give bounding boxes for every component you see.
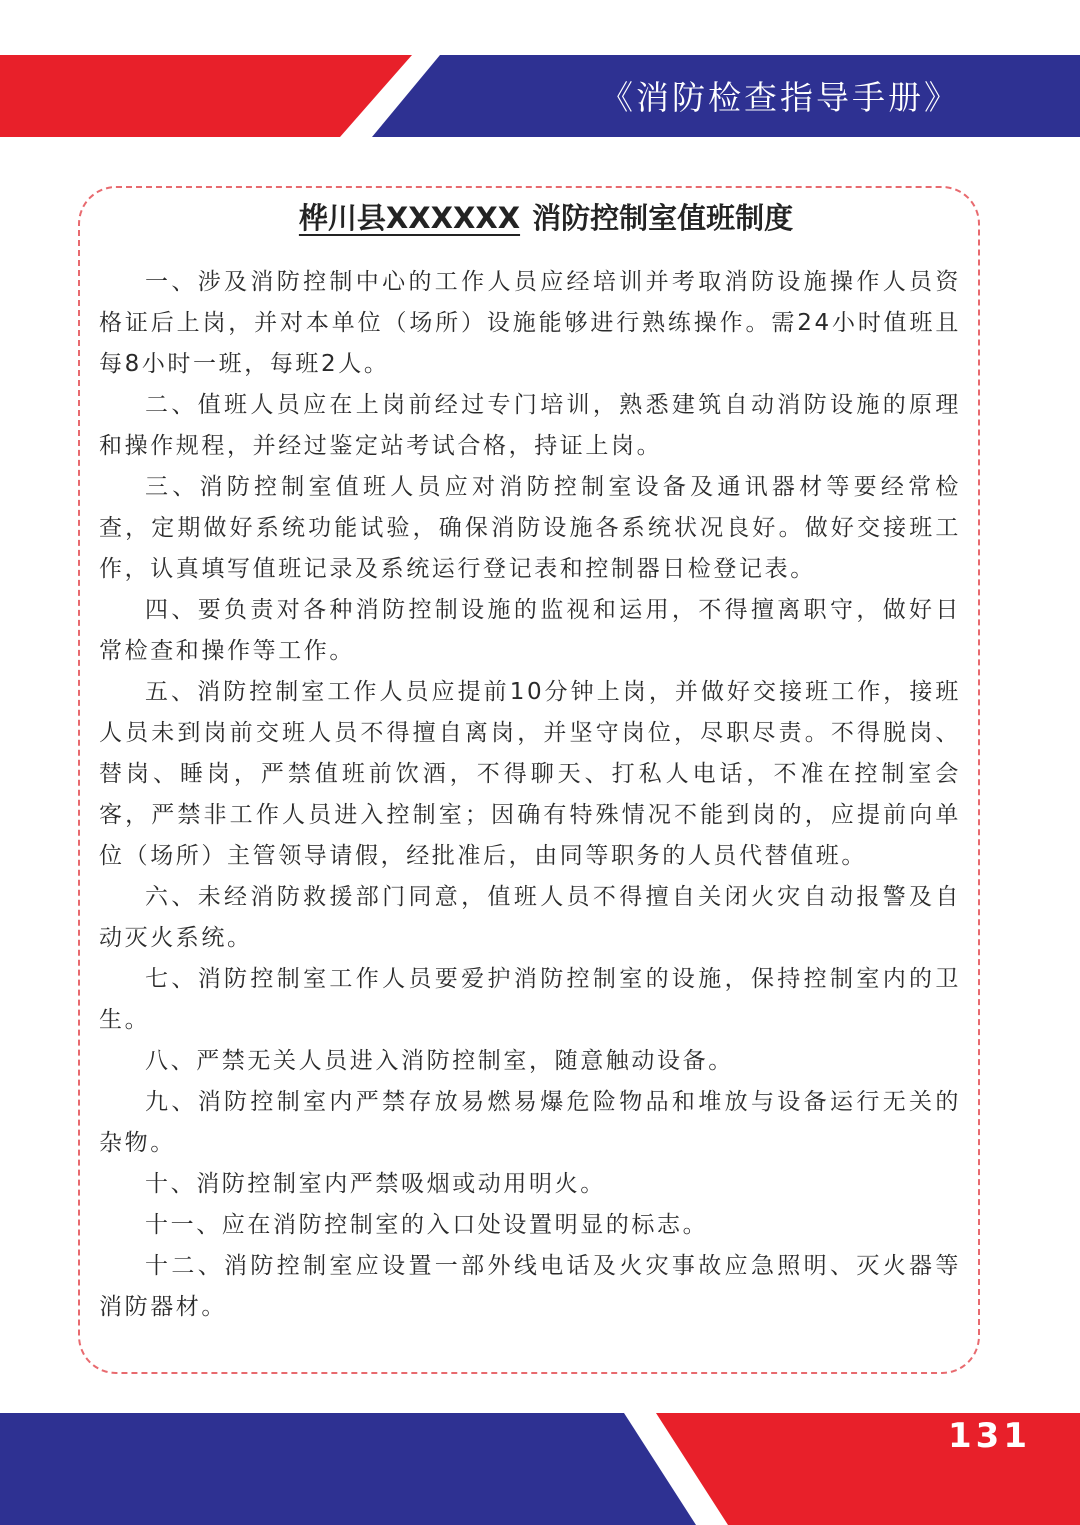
footer-banner [0, 1410, 1080, 1525]
paragraph-2: 二、值班人员应在上岗前经过专门培训，熟悉建筑自动消防设施的原理和操作规程，并经过鉴定站考试合格，持证上岗。 [99, 392, 961, 459]
paragraph-10: 十、消防控制室内严禁吸烟或动用明火。 [145, 1171, 606, 1197]
header-red-stripe [0, 55, 412, 137]
paragraph-11: 十一、应在消防控制室的入口处设置明显的标志。 [145, 1212, 709, 1238]
paragraph-5: 五、消防控制室工作人员应提前10分钟上岗，并做好交接班工作，接班人员未到岗前交班人员不得擅自离岗，并坚守岗位，尽职尽责。不得脱岗、替岗、睡岗，严禁值班前饮酒，不得聊天、打私人电话，不准在控制室会客，严禁非工作人员进入控制室；因确有特殊情况不能到岗的，应提前向单位（场所）主管领导请假，经批准后，由同等职务的人员代替值班。 [99, 679, 961, 869]
document-title [0, 196, 1080, 237]
document-body [99, 262, 961, 1328]
paragraph-6: 六、未经消防救援部门同意，值班人员不得擅自关闭火灾自动报警及自动灭火系统。 [99, 884, 961, 951]
paragraph-8: 八、严禁无关人员进入消防控制室，随意触动设备。 [145, 1048, 734, 1074]
header-title: 《消防检查指导手册》 [600, 78, 960, 117]
document-title-prefix: 桦川县XXXXXX [298, 201, 521, 235]
footer-blue-stripe [0, 1413, 696, 1525]
paragraph-12: 十二、消防控制室应设置一部外线电话及火灾事故应急照明、灭火器等消防器材。 [99, 1253, 961, 1320]
paragraph-3: 三、消防控制室值班人员应对消防控制室设备及通讯器材等要经常检查，定期做好系统功能试验，确保消防设施各系统状况良好。做好交接班工作，认真填写值班记录及系统运行登记表和控制器日检登记表。 [99, 474, 961, 582]
paragraph-4: 四、要负责对各种消防控制设施的监视和运用，不得擅离职守，做好日常检查和操作等工作。 [99, 597, 961, 664]
paragraph-9: 九、消防控制室内严禁存放易燃易爆危险物品和堆放与设备运行无关的杂物。 [99, 1089, 961, 1156]
paragraph-1: 一、涉及消防控制中心的工作人员应经培训并考取消防设施操作人员资格证后上岗，并对本单位（场所）设施能够进行熟练操作。需24小时值班且每8小时一班，每班2人。 [99, 269, 961, 377]
document-title-suffix: 消防控制室值班制度 [532, 201, 794, 235]
page-number [948, 1416, 1031, 1434]
paragraph-7: 七、消防控制室工作人员要爱护消防控制室的设施，保持控制室内的卫生。 [99, 966, 961, 1033]
